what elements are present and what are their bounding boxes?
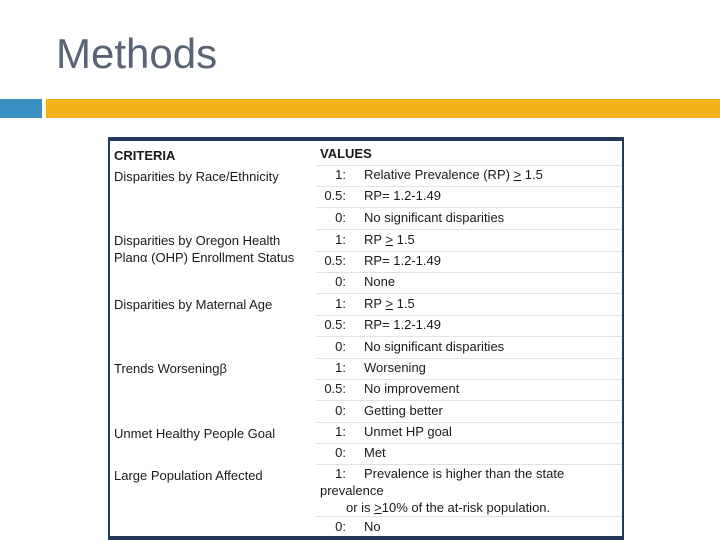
value-description: No — [364, 519, 381, 534]
value-score: 1: — [335, 167, 346, 182]
value-description: RP > 1.5 — [364, 232, 415, 247]
criteria-large-population: Large Population Affected — [114, 468, 263, 483]
value-row — [316, 315, 622, 337]
value-row — [316, 379, 622, 401]
value-score: 1: — [335, 232, 346, 247]
value-description: None — [364, 274, 396, 289]
value-score: 0.5: — [324, 188, 346, 203]
values-header: VALUES — [320, 146, 372, 161]
accent-bar-blue — [0, 99, 42, 118]
value-score: 0.5: — [324, 381, 346, 396]
criteria-maternal-age: Disparities by Maternal Age — [114, 297, 273, 312]
value-score: 1: — [335, 424, 346, 439]
criteria-unmet-hp-goal: Unmet Healthy People Goal — [114, 426, 276, 441]
criteria-ohp-enrollment: Disparities by Oregon Health Planα (OHP) Enrollment Status — [114, 233, 295, 265]
value-description: Worsening — [364, 360, 426, 375]
criteria-header: CRITERIA — [114, 148, 176, 163]
value-score: 1: — [335, 360, 346, 375]
value-row — [316, 208, 622, 230]
value-description: Met — [364, 445, 386, 460]
value-description: No significant disparities — [364, 210, 505, 225]
value-score: 0: — [335, 445, 346, 460]
value-description: RP > 1.5 — [364, 296, 415, 311]
value-score: 1: — [335, 466, 346, 481]
value-row — [316, 186, 622, 208]
value-score: 0: — [335, 519, 346, 534]
criteria-column — [112, 141, 314, 536]
criteria-race-ethnicity: Disparities by Race/Ethnicity — [114, 169, 279, 184]
accent-bar-orange — [46, 99, 720, 118]
value-description: RP= 1.2-1.49 — [364, 253, 441, 268]
value-row — [316, 294, 622, 316]
value-description-line1: Prevalence is higher than the state — [364, 466, 565, 481]
value-score: 1: — [335, 296, 346, 311]
value-row — [316, 464, 622, 517]
value-description: Relative Prevalence (RP) > 1.5 — [364, 167, 543, 182]
criteria-table — [108, 137, 624, 540]
value-description: Getting better — [364, 403, 443, 418]
value-row — [316, 272, 622, 294]
values-header-row — [316, 144, 622, 166]
value-description-line2: prevalence — [320, 483, 384, 498]
value-score: 0: — [335, 210, 346, 225]
value-row — [316, 358, 622, 380]
value-description: RP= 1.2-1.49 — [364, 188, 441, 203]
value-row — [316, 422, 622, 444]
value-row — [316, 443, 622, 465]
value-score: 0: — [335, 403, 346, 418]
value-row — [316, 251, 622, 273]
value-description: RP= 1.2-1.49 — [364, 317, 441, 332]
value-row — [316, 165, 622, 187]
value-row — [316, 401, 622, 423]
value-description: Unmet HP goal — [364, 424, 452, 439]
value-description-line3: or is >10% of the at-risk population. — [346, 500, 551, 515]
value-description: No significant disparities — [364, 339, 505, 354]
slide-title: Methods — [56, 30, 218, 77]
value-score: 0.5: — [324, 253, 346, 268]
value-score: 0: — [335, 339, 346, 354]
value-score: 0.5: — [324, 317, 346, 332]
value-row — [316, 517, 622, 538]
value-row — [316, 337, 622, 359]
value-description: No improvement — [364, 381, 460, 396]
value-row — [316, 230, 622, 252]
values-column — [316, 141, 622, 536]
criteria-trends-worsening: Trends Worseningβ — [114, 361, 227, 376]
value-score: 0: — [335, 274, 346, 289]
